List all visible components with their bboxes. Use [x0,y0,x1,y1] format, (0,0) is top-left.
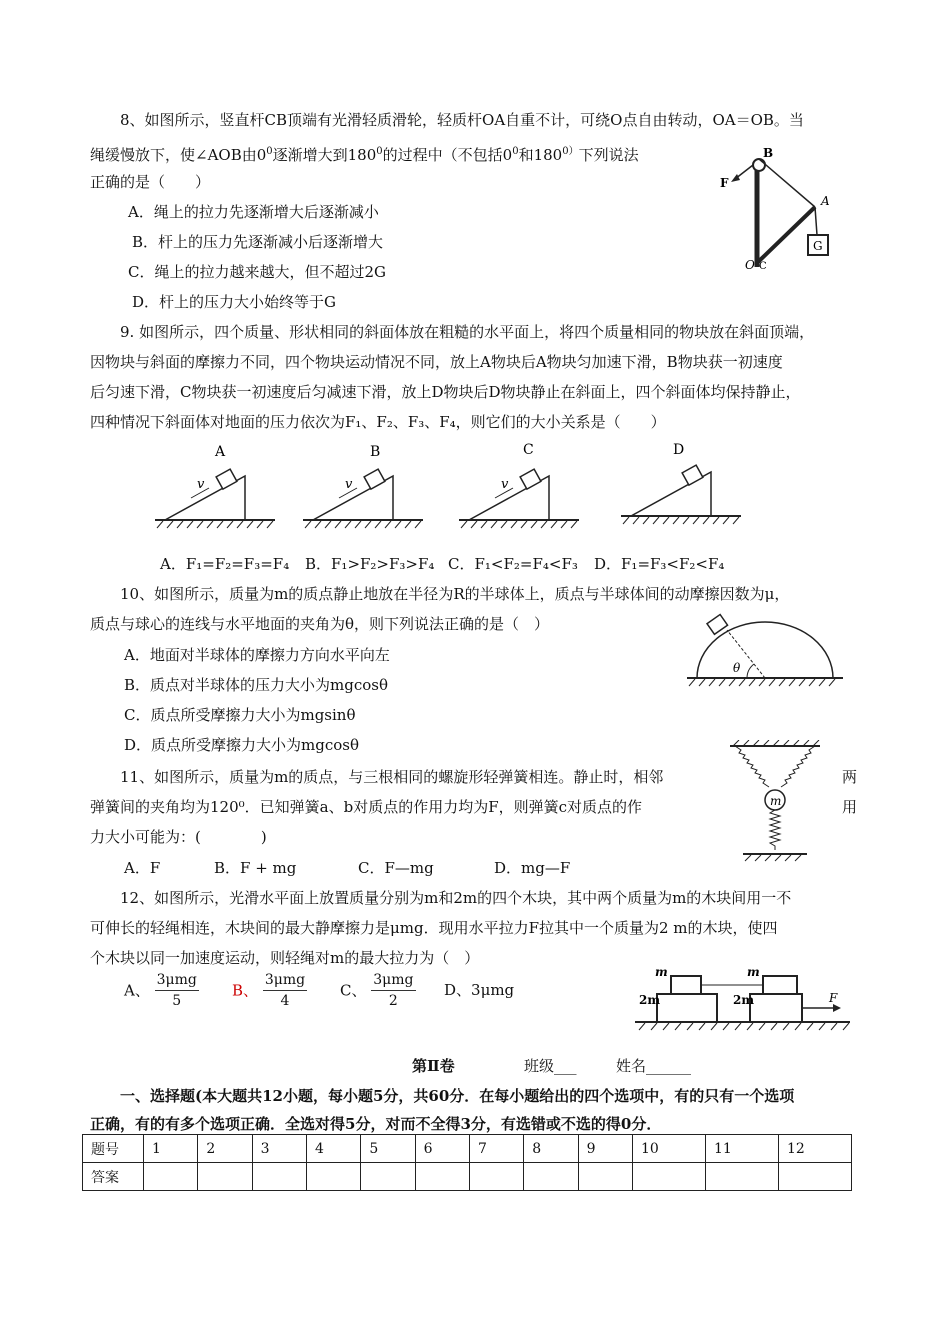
q12-label-f: F [829,991,838,1005]
q8-option-b: B．杆上的压力先逐渐减小后逐渐增大 [132,233,384,251]
answer-cell[interactable] [415,1163,469,1191]
number-cell: 8 [524,1135,578,1163]
q9-label-d: D [673,442,685,458]
number-cell: 4 [306,1135,360,1163]
section-instructions-line2: 正确，有的有多个选项正确．全选对得5分，对而不全得3分，有选错或不选的得0分． [90,1115,662,1133]
q11-option-a: A．F [124,859,161,877]
part2-title: 第Ⅱ卷 [412,1057,455,1075]
number-cell: 6 [415,1135,469,1163]
q11-line2-tail: 用 [842,798,858,816]
q10-figure [685,612,845,696]
q12-option-d: D、3μmg [444,981,515,999]
q8-option-d: D．杆上的压力大小始终等于G [132,293,337,311]
q9-label-b: B [370,444,381,460]
number-cell: 9 [578,1135,632,1163]
q10-line1: 10、如图所示，质量为m的质点静止地放在半径为R的半球体上，质点与半球体间的动摩擦因数为μ， [120,585,790,603]
q9-v-a: v [197,477,205,492]
q11-option-b: B．F + mg [214,859,297,877]
q8-label-g: G [813,239,823,253]
q9-label-c: C [523,442,534,458]
answer-cell[interactable] [361,1163,415,1191]
q9-v-b: v [345,477,353,492]
q8-label-f: F [720,176,729,190]
q11-mass-label: m [770,794,782,808]
q8-label-a: A [821,194,830,208]
q8-option-a: A．绳上的拉力先逐渐增大后逐渐减小 [128,203,379,221]
q11-line1-tail: 两 [842,768,858,786]
answer-table [82,1134,852,1191]
q9-option-a: A．F₁=F₂=F₃=F₄ [160,555,290,573]
q10-option-c: C．质点所受摩擦力大小为mgsinθ [124,706,356,724]
q10-option-d: D．质点所受摩擦力大小为mgcosθ [124,736,360,754]
q8-option-c: C．绳上的拉力越来越大，但不超过2G [128,263,387,281]
name-field[interactable]: 姓名______ [616,1057,692,1075]
q8-line2: 绳缓慢放下，使∠AOB由$0^0$逐渐增大到$180^0$的过程中（不包括$0^0$和$180^{0)}$下列说法 [90,146,639,164]
q12-option-b: B、 $\frac{\text{3μmg}}{4}$ [232,972,306,1009]
number-cell: 12 [778,1135,851,1163]
answer-table-answer-row [83,1163,852,1191]
q12-label-2m-b: 2m [733,993,755,1007]
number-cell: 5 [361,1135,415,1163]
answer-table-header-row [83,1135,852,1163]
header-label-cell: 题号 [83,1135,144,1163]
q10-theta: θ [733,661,741,675]
q9-v-c: v [501,477,509,492]
number-cell: 1 [144,1135,198,1163]
q12-label-2m-a: 2m [639,993,661,1007]
answer-cell[interactable] [632,1163,705,1191]
answer-label-cell: 答案 [83,1163,144,1191]
answer-cell[interactable] [778,1163,851,1191]
q12-option-a: A、 $\frac{\text{3μmg}}{5}$ [124,972,197,1009]
answer-cell[interactable] [144,1163,198,1191]
q12-line3: 个木块以同一加速度运动，则轻绳对m的最大拉力为（ ） [90,949,480,967]
q9-line4: 四种情况下斜面体对地面的压力依次为F₁、F₂、F₃、F₄，则它们的大小关系是（ ） [90,413,666,431]
q12-label-m1: m [655,965,668,979]
answer-cell[interactable] [252,1163,306,1191]
answer-cell[interactable] [705,1163,778,1191]
q12-line2: 可伸长的轻绳相连，木块间的最大静摩擦力是μmg．现用水平拉力F拉其中一个质量为2 m的木块，使四 [90,919,778,937]
answer-cell[interactable] [469,1163,523,1191]
section-instructions-line1: 一、选择题(本大题共12小题，每小题5分，共60分．在每小题给出的四个选项中，有的只有一个选项 [120,1087,795,1105]
q11-option-d: D．mg—F [494,859,571,877]
q9-option-b: B．F₁>F₂>F₃>F₄ [305,555,435,573]
q12-figure [635,964,850,1032]
answer-cell[interactable] [198,1163,252,1191]
q11-line3: 力大小可能为：( ) [90,828,267,846]
q9-line2: 因物块与斜面的摩擦力不同，四个物块运动情况不同，放上A物块后A物块匀加速下滑，B物块获一初速度 [90,353,783,371]
q9-option-d: D．F₁=F₃<F₂<F₄ [594,555,725,573]
number-cell: 7 [469,1135,523,1163]
number-cell: 10 [632,1135,705,1163]
answer-cell[interactable] [306,1163,360,1191]
q12-label-m2: m [747,965,760,979]
q8-label-o: O [745,258,755,270]
q9-figures [145,440,755,540]
q11-line2: 弹簧间的夹角均为120⁰．已知弹簧a、b对质点的作用力均为F，则弹簧c对质点的作 [90,798,643,816]
q8-label-c: C [759,261,767,270]
number-cell: 3 [252,1135,306,1163]
q12-option-c: C、 $\frac{\text{3μmg}}{2}$ [340,972,414,1009]
answer-cell[interactable] [524,1163,578,1191]
q11-line1: 11、如图所示，质量为m的质点，与三根相同的螺旋形轻弹簧相连。静止时，相邻 [120,768,664,786]
q10-line2: 质点与球心的连线与水平地面的夹角为θ，则下列说法正确的是（ ） [90,615,550,633]
answer-cell[interactable] [578,1163,632,1191]
number-cell: 2 [198,1135,252,1163]
q11-option-c: C．F—mg [358,859,434,877]
q9-label-a: A [215,444,226,460]
q10-option-b: B．质点对半球体的压力大小为mgcosθ [124,676,389,694]
number-cell: 11 [705,1135,778,1163]
q9-line1: 9. 如图所示，四个质量、形状相同的斜面体放在粗糙的水平面上，将四个质量相同的物块放在斜面顶端， [120,323,815,341]
q8-label-b: B [763,146,774,160]
q11-figure [725,740,825,862]
q12-line1: 12、如图所示，光滑水平面上放置质量分别为m和2m的四个木块，其中两个质量为m的木块间用一不 [120,889,792,907]
class-field[interactable]: 班级___ [524,1057,577,1075]
q8-line3: 正确的是（ ） [90,173,211,191]
q9-option-c: C．F₁<F₂=F₄<F₃ [448,555,578,573]
q10-option-a: A．地面对半球体的摩擦力方向水平向左 [124,646,390,664]
q8-line1: 8、如图所示，竖直杆CB顶端有光滑轻质滑轮，轻质杆OA自重不计，可绕O点自由转动，OA＝OB。当 [120,111,804,129]
q9-line3: 后匀速下滑，C物块获一初速度后匀减速下滑，放上D物块后D物块静止在斜面上，四个斜面体均保持静止， [90,383,801,401]
q8-figure [715,145,845,270]
